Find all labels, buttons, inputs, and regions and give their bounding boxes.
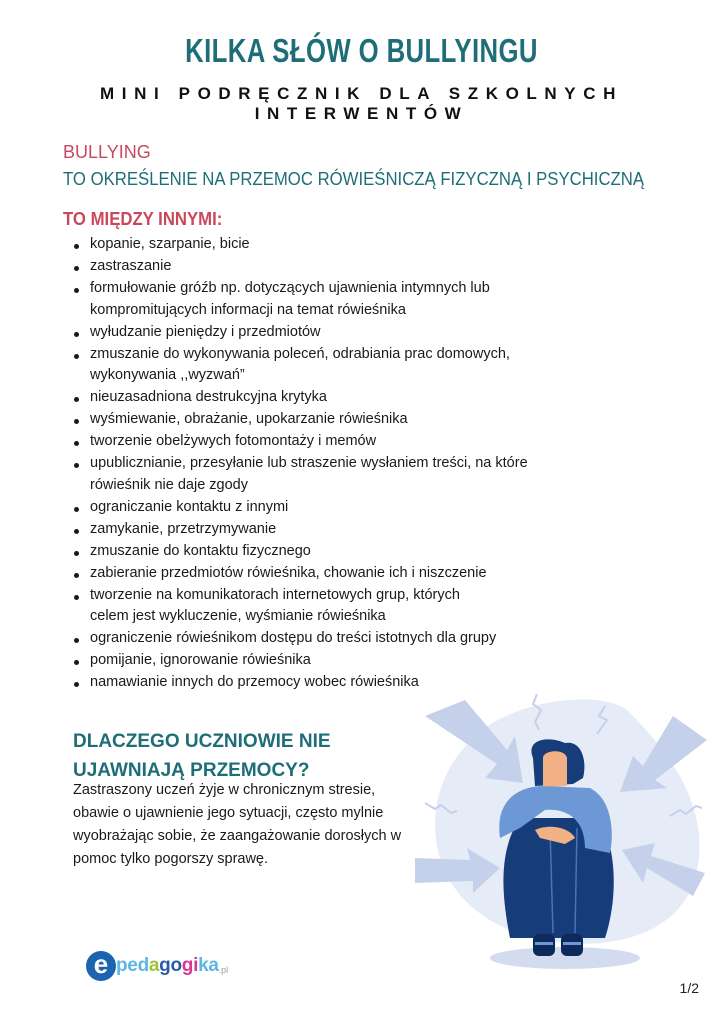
list-item: zabieranie przedmiotów rówieśnika, chowanie ich i niszczenie	[72, 563, 542, 585]
page-number: 1/2	[679, 980, 699, 996]
list-item: tworzenie na komunikatorach internetowych grup, których celem jest wykluczenie, wyśmianie rówieśnika	[72, 585, 500, 629]
logo-suffix: .pl	[218, 965, 229, 975]
list-item: pomijanie, ignorowanie rówieśnika	[72, 650, 542, 672]
page-title: KILKA SŁÓW O BULLYINGU	[185, 32, 538, 69]
why-text: Zastraszony uczeń żyje w chronicznym stresie, obawie o ujawnienie jego sytuacji, często mylnie wyobrażając sobie, że zaangażowanie dorosłych w pomoc tylko pogorszy sprawę.	[73, 782, 402, 867]
examples-list	[72, 234, 542, 694]
epedagogika-logo	[86, 950, 228, 982]
list-item: ograniczanie kontaktu z innymi	[72, 497, 542, 519]
list-item: zmuszanie do kontaktu fizycznego	[72, 541, 542, 563]
logo-part: go	[159, 955, 182, 976]
logo-part: ped	[116, 955, 149, 976]
list-item: formułowanie gróźb np. dotyczących ujawnienia intymnych lub kompromitujących informacji na temat rówieśnika	[72, 278, 542, 322]
list-item: zamykanie, przetrzymywanie	[72, 519, 542, 541]
stressed-student-illustration	[415, 688, 720, 980]
list-item: wyłudzanie pieniędzy i przedmiotów	[72, 322, 542, 344]
logo-e-mark: e	[86, 951, 116, 981]
list-item: kopanie, szarpanie, bicie	[72, 234, 542, 256]
why-heading: DLACZEGO UCZNIOWIE NIE UJAWNIAJĄ PRZEMOCY?	[73, 731, 331, 781]
page-subtitle: MINI PODRĘCZNIK DLA SZKOLNYCH INTERWENTÓW	[100, 84, 623, 123]
definition-text: TO OKREŚLENIE NA PRZEMOC RÓWIEŚNICZĄ FIZYCZNĄ I PSYCHICZNĄ	[63, 169, 645, 189]
list-item: nieuzasadniona destrukcyjna krytyka	[72, 387, 542, 409]
list-item: zastraszanie	[72, 256, 542, 278]
list-item: upublicznianie, przesyłanie lub straszenie wysłaniem treści, na które rówieśnik nie daje zgody	[72, 453, 542, 497]
list-item: tworzenie obelżywych fotomontaży i memów	[72, 431, 542, 453]
logo-part: a	[148, 955, 160, 976]
logo-part: ka	[198, 955, 219, 976]
definition-term: BULLYING	[63, 142, 151, 162]
list-item: wyśmiewanie, obrażanie, upokarzanie rówieśnika	[72, 409, 542, 431]
list-item: namawianie innych do przemocy wobec rówieśnika	[72, 672, 542, 694]
list-heading: TO MIĘDZY INNYMI:	[63, 209, 223, 229]
logo-part: gi	[181, 955, 199, 976]
list-item: zmuszanie do wykonywania poleceń, odrabiania prac domowych, wykonywania ,,wyzwań”	[72, 344, 510, 388]
list-item: ograniczenie rówieśnikom dostępu do treści istotnych dla grupy	[72, 628, 542, 650]
